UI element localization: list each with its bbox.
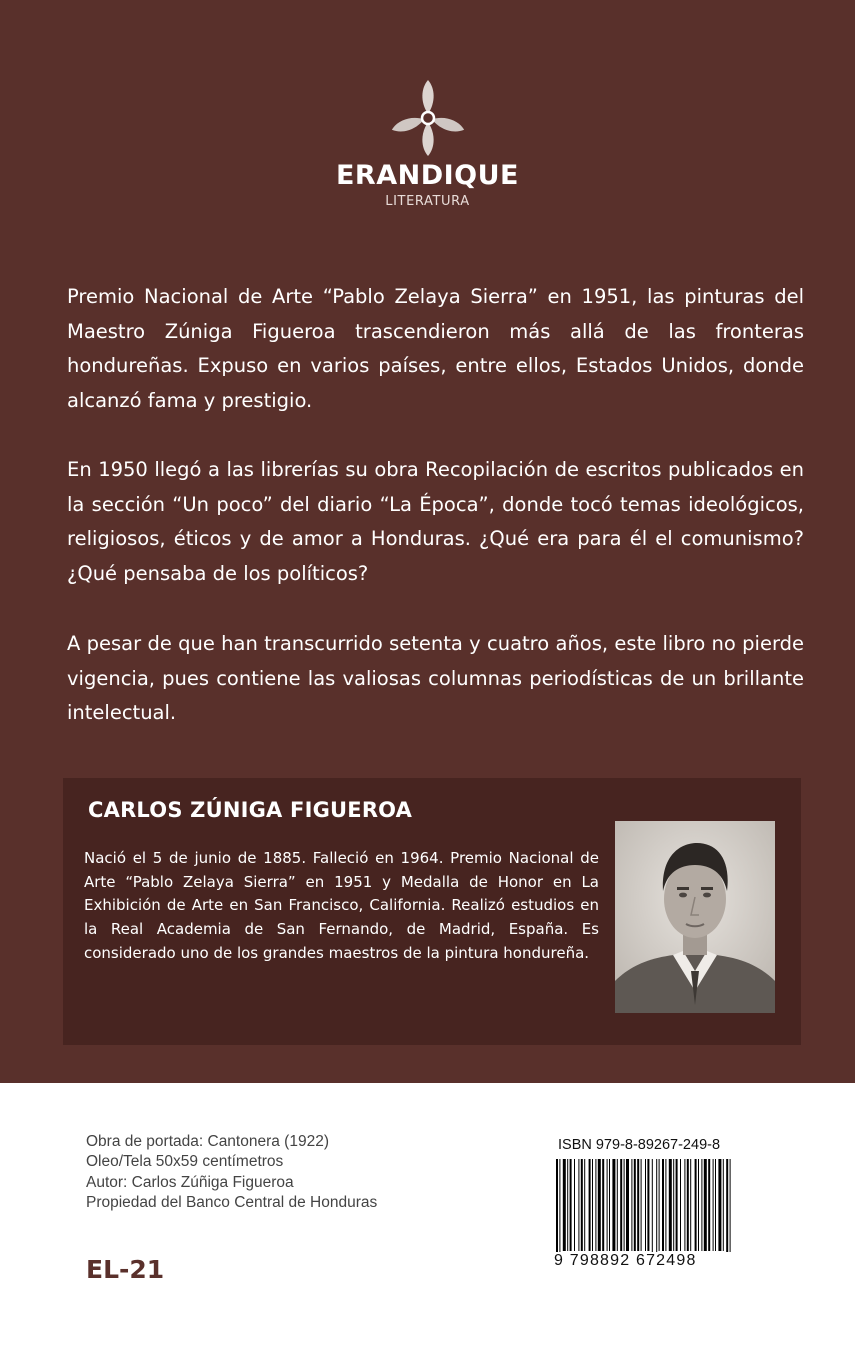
credit-line: Propiedad del Banco Central de Honduras	[86, 1193, 378, 1211]
author-bio-box	[63, 778, 801, 1045]
publisher-name: ERANDIQUE	[335, 160, 519, 191]
publisher-imprint: LITERATURA	[385, 194, 470, 209]
author-name: CARLOS ZÚNIGA FIGUEROA	[88, 798, 413, 822]
cover-art-credits	[86, 1132, 377, 1213]
isbn-barcode	[554, 1135, 734, 1283]
author-bio-text: Nació el 5 de junio de 1885. Falleció en 1964. Premio Nacional de Arte “Pablo Zelaya Sierra” en 1951 y Medalla de Honor en La Exhibición de Arte en San Francisco, California. Realizó estudios en la Real Academia de San Fernando, de Madrid, España. Es considerado uno de los grandes maestros de la pintura hondureña.	[84, 849, 599, 962]
catalog-code: EL-21	[86, 1255, 165, 1284]
publisher-logo	[0, 78, 855, 209]
credit-line: Oleo/Tela 50x59 centímetros	[86, 1153, 284, 1171]
flower-icon	[388, 78, 468, 158]
credit-line: Obra de portada: Cantonera (1922)	[86, 1133, 329, 1150]
author-portrait	[615, 821, 775, 1013]
barcode-bars	[554, 1159, 734, 1257]
synopsis-paragraph-1: Premio Nacional de Arte “Pablo Zelaya Sierra” en 1951, las pinturas del Maestro Zúniga Figueroa trascendieron más allá de las fronteras hondureñas. Expuso en varios países, entre ellos, Estados Unidos, donde alcanzó fama y prestigio.	[67, 285, 804, 412]
synopsis-paragraph-2: En 1950 llegó a las librerías su obra Recopilación de escritos publicados en la sección “Un poco” del diario “La Época”, donde tocó temas ideológicos, religiosos, éticos y de amor a Honduras. ¿Qué era para él el comunismo? ¿Qué pensaba de los políticos?	[67, 458, 804, 585]
synopsis-paragraph-3: A pesar de que han transcurrido setenta y cuatro años, este libro no pierde vigencia, pues contiene las valiosas columnas periodísticas de un brillante intelectual.	[67, 632, 804, 724]
barcode-digits: 9 798892 672498	[554, 1252, 734, 1270]
credit-line: Autor: Carlos Zúñiga Figueroa	[86, 1173, 294, 1191]
isbn-label: ISBN 979-8-89267-249-8	[558, 1137, 721, 1153]
